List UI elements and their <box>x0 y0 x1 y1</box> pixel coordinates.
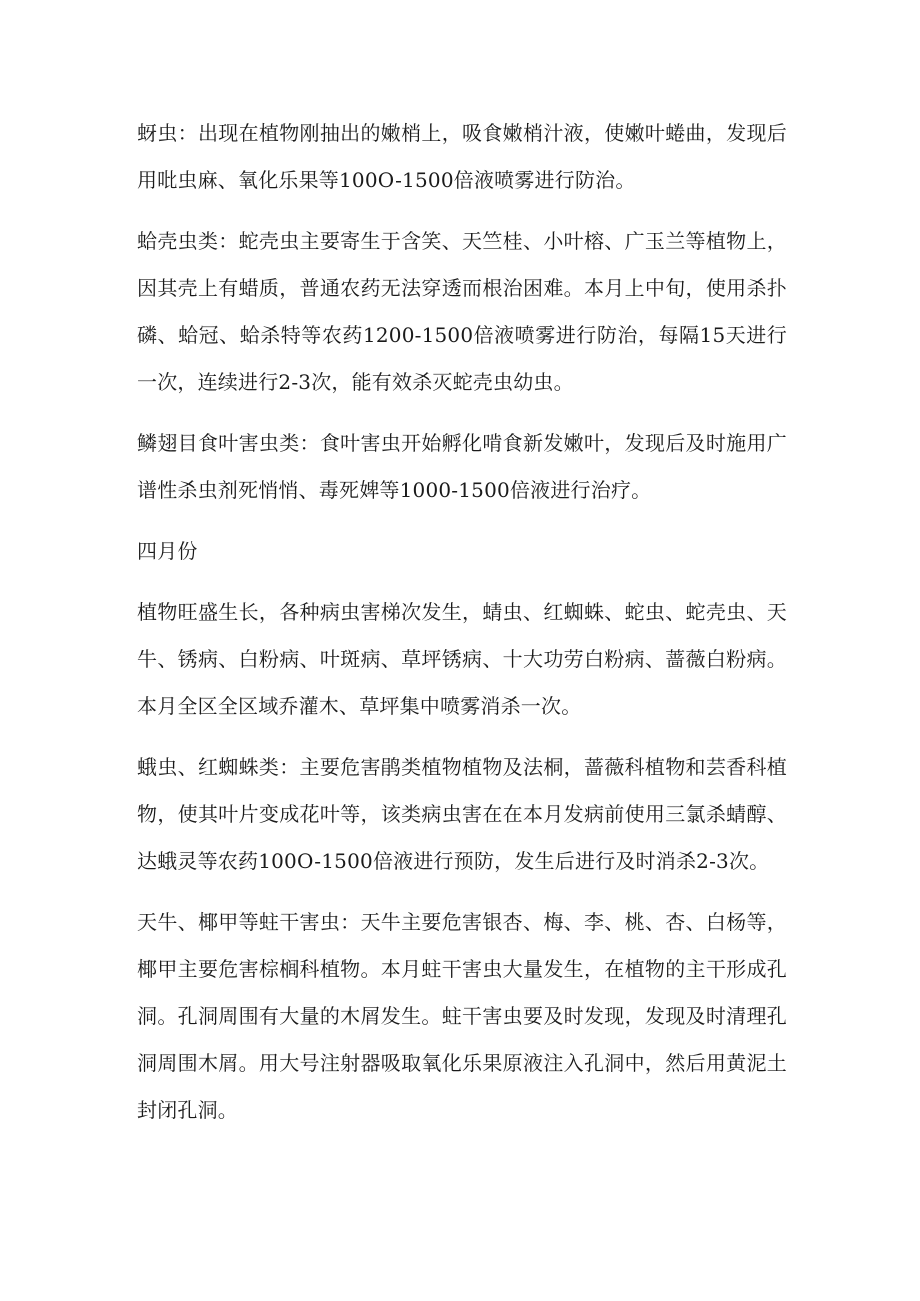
section-heading-april: 四月份 <box>137 539 198 563</box>
paragraph-borers: 天牛、椰甲等蛀干害虫：天牛主要危害银杏、梅、李、桃、杏、白杨等，椰甲主要危害棕榈科植物。本月蛀干害虫大量发生，在植物的主干形成孔洞。孔洞周围有大量的木屑发生。蛀干害虫要及时发现，发现及时清理孔洞周围木屑。用大号注射器吸取氧化乐果原液注入孔洞中，然后用黄泥土封闭孔洞。 <box>137 910 787 1122</box>
paragraph-lepidoptera: 鳞翅目食叶害虫类：食叶害虫开始孵化啃食新发嫩叶，发现后及时施用广谱性杀虫剂死悄悄、毒死婢等1000-1500倍液进行治疗。 <box>137 431 787 502</box>
document-body <box>137 110 787 1148</box>
paragraph-scale-insect: 蛤壳虫类：蛇壳虫主要寄生于含笑、天竺桂、小叶榕、广玉兰等植物上，因其壳上有蜡质，普通农药无法穿透而根治困难。本月上中旬，使用杀扑磷、蛤冠、蛤杀特等农药1200-1500倍液喷雾进行防治，每隔15天进行一次，连续进行2-3次，能有效杀灭蛇壳虫幼虫。 <box>137 229 787 394</box>
paragraph-april-overview: 植物旺盛生长，各种病虫害梯次发生，蜻虫、红蜘蛛、蛇虫、蛇壳虫、天牛、锈病、白粉病、叶斑病、草坪锈病、十大功劳白粉病、蔷薇白粉病。本月全区全区域乔灌木、草坪集中喷雾消杀一次。 <box>137 600 787 718</box>
paragraph-aphid: 蚜虫：出现在植物刚抽出的嫩梢上，吸食嫩梢汁液，使嫩叶蜷曲，发现后用吡虫麻、氧化乐果等100O-1500倍液喷雾进行防治。 <box>137 121 787 192</box>
paragraph-mites: 蛾虫、红蜘蛛类：主要危害鹃类植物植物及法桐，蔷薇科植物和芸香科植物，使其叶片变成花叶等，该类病虫害在在本月发病前使用三氯杀蜻醇、达蛾灵等农药100O-1500倍液进行预防，发生后进行及时消杀2-3次。 <box>137 755 787 873</box>
